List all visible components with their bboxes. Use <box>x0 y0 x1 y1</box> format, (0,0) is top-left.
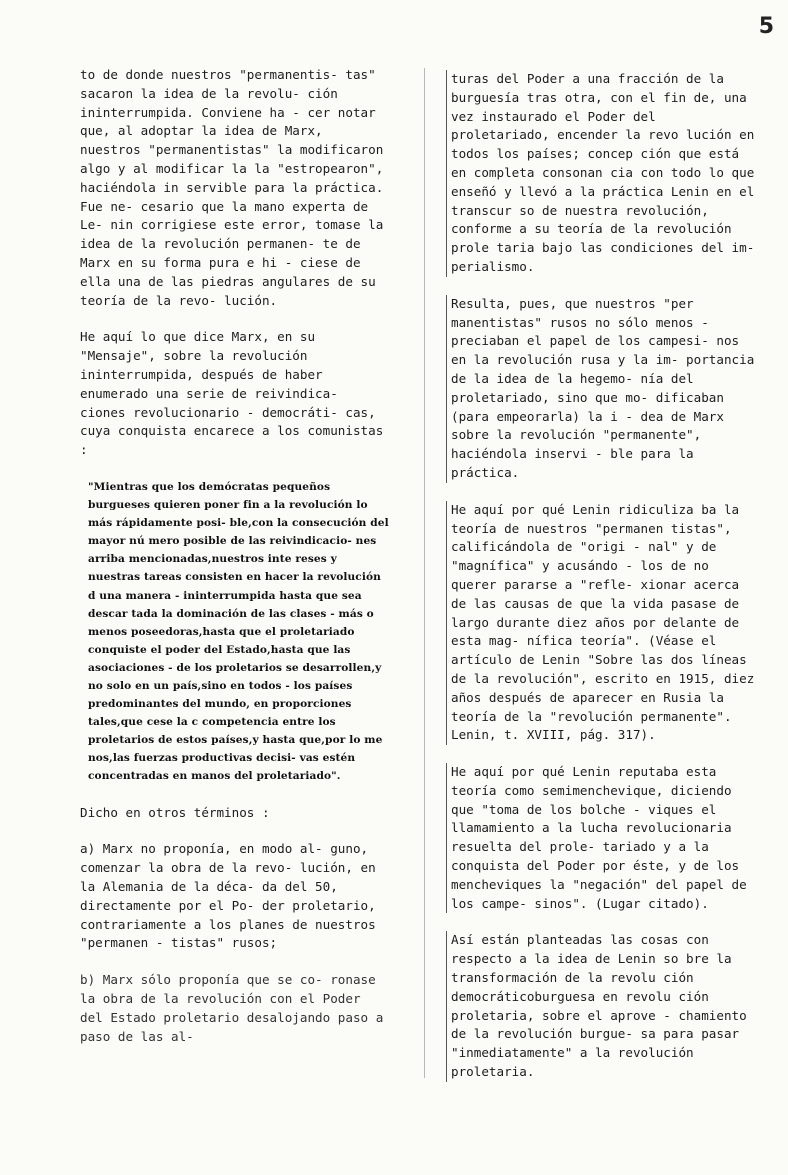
column-divider <box>424 68 425 1078</box>
marx-quote: "Mientras que los demócratas pequeños burgueses quieren poner fin a la revolución lo más rápidamente posi- ble,con la consecución del mayor nú mero posible de las reivindicacio- nes arriba mencionadas,nuestros inte reses y nuestras tareas consisten en hacer la revolución d una manera - ininterrumpida hasta que sea descar tada la dominación de las clases - más o menos poseedoras,hasta que el proletariado conquiste el poder del Estado,hasta que las asociaciones - de los proletarios se desarrollen,y no solo en un país,sino en todos - los países predominantes del mundo, en proporciones tales,que cese la c competencia entre los proletarios de estos países,y hasta que,por lo me nos,las fuerzas productivas decisi- vas estén concentradas en manos del proletariado". <box>88 480 389 783</box>
left-column <box>80 66 390 1064</box>
right-column <box>446 70 758 1100</box>
paragraph: to de donde nuestros "permanentis- tas" sacaron la idea de la revolu- ción ininterrumpida. Conviene ha - cer notar que, al adoptar la idea de Marx, nuestros "permanentistas" la modificaron algo y al modificar la la "estropearon", haciéndola in servible para la práctica. Fue ne- cesario que la mano experta de Le- nin corrigiese este error, tomase la idea de la revolución permanen- te de Marx en su forma pura e hi - ciese de ella una de las piedras angulares de su teoría de la revo- lución. <box>80 67 384 308</box>
paragraph: Así están planteadas las cosas con respecto a la idea de Lenin so bre la transformación de la revolu ción democráticoburguesa en revolu ción proletaria, sobre el aprove - chamiento de la revolución burgue- sa para pasar "inmediatamente" a la revolución proletaria. <box>446 931 758 1081</box>
list-item-b: b) Marx sólo proponía que se co- ronase la obra de la revolución con el Poder del Estado proletario desalojando paso a paso de las al- <box>80 972 384 1044</box>
paragraph: Resulta, pues, que nuestros "per manentistas" rusos no sólo menos - preciaban el papel de los campesi- nos en la revolución rusa y la im- portancia de la idea de la hegemo- nía del proletariado, sino que mo- dificaban (para empeorarla) la i - dea de Marx sobre la revolución "permanente", haciéndola inservi - ble para la práctica. <box>446 295 758 483</box>
paragraph: He aquí por qué Lenin ridiculiza ba la teoría de nuestros "permanen tistas", calificándola de "origi - nal" y de "magnífica" y acusándo - los de no querer pararse a "refle- xionar acerca de las causas de que la vida pasase de largo durante diez años por delante de esta mag- nífica teoría". (Véase el artículo de Lenin "Sobre las dos líneas de la revolución", escrito en 1915, diez años después de aparecer en Rusia la teoría de la "revolución permanente". Lenin, t. XVIII, pág. 317). <box>446 501 758 745</box>
paragraph: turas del Poder a una fracción de la burguesía tras otra, con el fin de, una vez instaurado el Poder del proletariado, encender la revo lución en todos los países; concep ción que está en completa consonan cia con todo lo que enseñó y llevó a la práctica Lenin en el transcur so de nuestra revolución, conforme a su teoría de la revolución prole taria bajo las condiciones del im- perialismo. <box>446 70 758 277</box>
page-number: 5 <box>758 14 774 39</box>
section-heading: Dicho en otros términos : <box>80 804 270 820</box>
list-item-a: a) Marx no proponía, en modo al- guno, comenzar la obra de la revo- lución, en la Alemania de la déca- da del 50, directamente por el Po- der proletario, contrariamente a los planes de nuestros "permanen - tistas" rusos; <box>80 841 376 951</box>
paragraph: He aquí por qué Lenin reputaba esta teoría como semimenchevique, diciendo que "toma de los bolche - viques el llamamiento a la lucha revolucionaria resuelta del prole- tariado y a la conquista del Poder por éste, y de los mencheviques la "negación" del papel de los campe- sinos". (Lugar citado). <box>446 763 758 913</box>
paragraph: He aquí lo que dice Marx, en su "Mensaje", sobre la revolución ininterrumpida, después de haber enumerado una serie de reivindica- ciones revolucionario - democráti- cas, cuya conquista encarece a los comunistas : <box>80 329 384 458</box>
